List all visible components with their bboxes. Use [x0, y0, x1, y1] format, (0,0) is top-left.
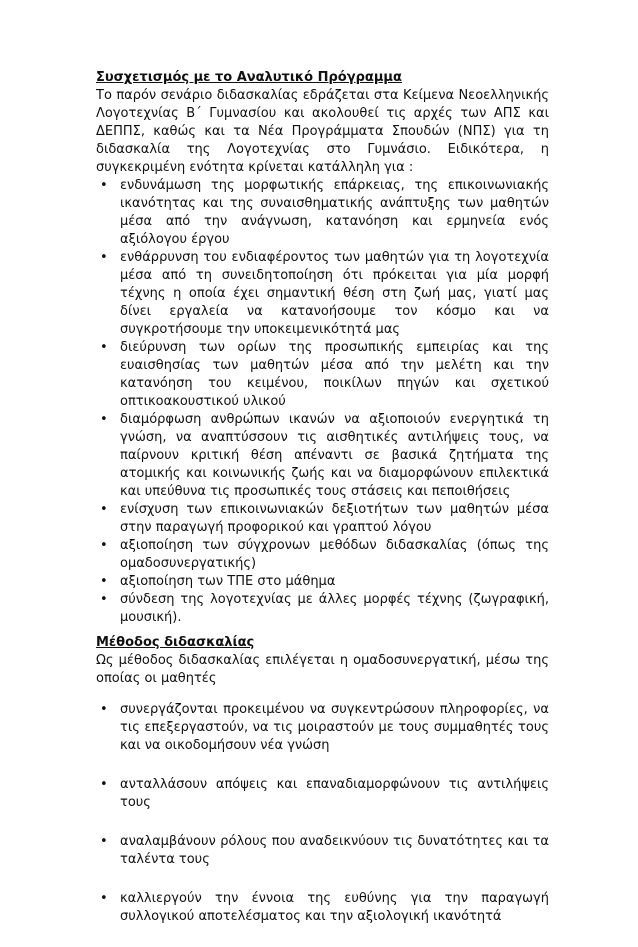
- list-item: • αξιοποίηση των σύγχρονων μεθόδων διδασκαλίας (όπως της ομαδοσυνεργατικής): [96, 537, 549, 573]
- list-item: • ενδυνάμωση της μορφωτικής επάρκειας, της επικοινωνιακής ικανότητας και της συναισθηματικής ανάπτυξης των μαθητών μέσα από την ανάγνωση, κατανόηση και ερμηνεία ενός αξιόλογου έργου: [96, 177, 549, 249]
- list-item: • ανταλλάσουν απόψεις και επαναδιαμορφώνουν τις αντιλήψεις τους: [96, 776, 549, 812]
- list-item: • διαμόρφωση ανθρώπων ικανών να αξιοποιούν ενεργητικά τη γνώση, να αναπτύσσουν τις αισθητικές αντιλήψεις τους, να παίρνουν κριτική θέση απέναντι σε βασικά ζητήματα της ατομικής και κοινωνικής ζωής και να διαμορφώνουν επιλεκτικά και υπεύθυνα τις προσωπικές τους στάσεις και πεποιθήσεις: [96, 411, 549, 501]
- section-heading-teaching-method: Μέθοδος διδασκαλίας: [96, 635, 255, 650]
- teaching-method-intro-paragraph: Ως μέθοδος διδασκαλίας επιλέγεται η ομαδοσυνεργατική, μέσω της οποίας οι μαθητές: [96, 653, 549, 686]
- list-item: • ενίσχυση των επικοινωνιακών δεξιοτήτων των μαθητών μέσα στην παραγωγή προφορικού και γραπτού λόγου: [96, 501, 549, 537]
- list-item: • αξιοποίηση των ΤΠΕ στο μάθημα: [96, 573, 549, 591]
- list-item: • διεύρυνση των ορίων της προσωπικής εμπειρίας και της ευαισθησίας των μαθητών μέσα από την μελέτη και την κατανόηση του κειμένου, ποικίλων πηγών και σχετικού οπτικοακουστικού υλικού: [96, 339, 549, 411]
- curriculum-goals-list: [96, 177, 549, 627]
- document-page: [96, 69, 549, 947]
- list-item: • καλλιεργούν την έννοια της ευθύνης για την παραγωγή συλλογικού αποτελέσματος και την αξιολογική ικανότητά: [96, 890, 549, 926]
- section-heading-curriculum: Συσχετισμός με το Αναλυτικό Πρόγραμμα: [96, 70, 402, 85]
- curriculum-intro-paragraph: Το παρόν σενάριο διδασκαλίας εδράζεται στα Κείμενα Νεοελληνικής Λογοτεχνίας Β΄ Γυμνασίου και ακολουθεί τις αρχές των ΑΠΣ και ΔΕΠΠΣ, καθώς και τα Νέα Προγράμματα Σπουδών (ΝΠΣ) για τη διδασκαλία της Λογοτεχνίας στο Γυμνάσιο. Ειδικότερα, η συγκεκριμένη ενότητα κρίνεται κατάλληλη για :: [96, 88, 549, 175]
- list-item: • συνεργάζονται προκειμένου να συγκεντρώσουν πληροφορίες, να τις επεξεργαστούν, να τις μοιραστούν με τους συμμαθητές τους και να οικοδομήσουν νέα γνώση: [96, 701, 549, 755]
- list-item: • ενθάρρυνση του ενδιαφέροντος των μαθητών για τη λογοτεχνία μέσα από τη συνειδητοποίηση ότι πρόκειται για μία μορφή τέχνης η οποία έχει σημαντική θέση στη ζωή μας, γιατί μας δίνει εργαλεία να κατανοήσουμε τον κόσμο και να συγκροτήσουμε την υποκειμενικότητά μας: [96, 249, 549, 339]
- list-item: • σύνδεση της λογοτεχνίας με άλλες μορφές τέχνης (ζωγραφική, μουσική).: [96, 591, 549, 627]
- teaching-method-list: [96, 701, 549, 926]
- list-item: • αναλαμβάνουν ρόλους που αναδεικνύουν τις δυνατότητες και τα ταλέντα τους: [96, 833, 549, 869]
